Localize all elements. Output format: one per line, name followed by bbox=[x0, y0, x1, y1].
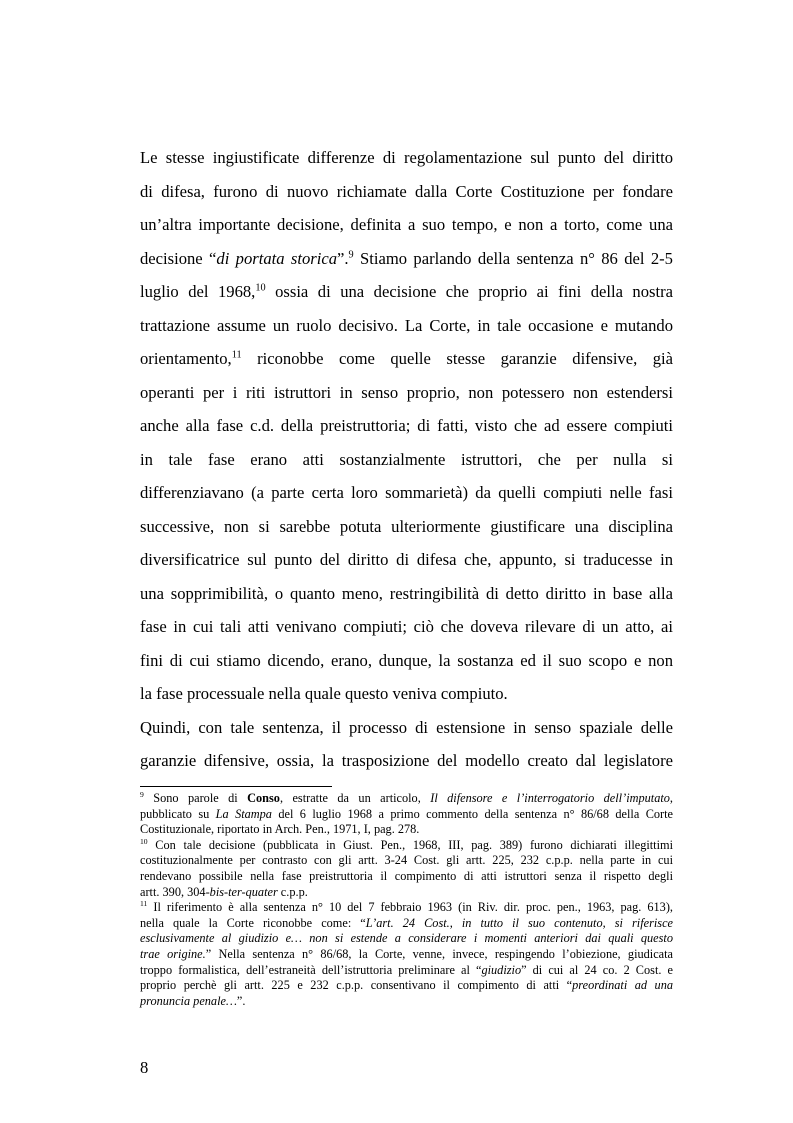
footnote-11-line bbox=[140, 931, 673, 947]
footnote-11-line bbox=[140, 994, 673, 1010]
footnote-text: Il riferimento è alla sentenza n° 10 del 7 febbraio 1963 (in Riv. dir. proc. pen., 1963, pag. 613), bbox=[147, 900, 673, 915]
footnote-text: ” Nella sentenza n° 86/68, la Corte, venne, invece, respingendo l’obiezione, giudicata bbox=[205, 946, 674, 961]
footnote-11-line bbox=[140, 916, 673, 932]
body-line bbox=[140, 275, 673, 309]
body-text-run: decisione “ bbox=[140, 248, 217, 268]
body-line: successive, non si sarebbe potuta ulteriormente giustificare una disciplina bbox=[140, 516, 673, 536]
body-line: Quindi, con tale sentenza, il processo di estensione in senso spaziale delle bbox=[140, 717, 673, 737]
footnote-marker-11: 11 bbox=[140, 899, 148, 909]
footnote-separator bbox=[140, 786, 332, 787]
body-text-run: Stiamo parlando della sentenza n° 86 del 2-5 bbox=[353, 248, 673, 268]
footnote-text: troppo formalistica, dell’estraneità dell’istruttoria preliminare al “ bbox=[140, 962, 482, 977]
footnote-9-line: Costituzionale, riportato in Arch. Pen., 1971, I, pag. 278. bbox=[140, 822, 420, 837]
body-line: in tale fase erano atti sostanzialmente istruttori, che per nulla si bbox=[140, 449, 673, 469]
footnotes bbox=[140, 791, 673, 1009]
body-text-run: riconobbe come quelle stesse garanzie difensive, già bbox=[257, 349, 674, 368]
footnote-text: nella quale la Corte riconobbe come: “ bbox=[140, 915, 366, 930]
footnote-9-line bbox=[140, 791, 673, 807]
page-number: 8 bbox=[140, 1058, 149, 1077]
footnote-italic-text: preordinati ad una bbox=[572, 978, 674, 993]
footnote-ref-11: 11 bbox=[231, 349, 242, 361]
footnote-text: del 6 luglio 1968 a primo commento della sentenza n° 86/68 della Corte bbox=[271, 806, 674, 821]
body-line: fase in cui tali atti venivano compiuti; ciò che doveva rilevare di un atto, ai bbox=[140, 617, 673, 636]
body-text-run: orientamento, bbox=[140, 349, 232, 368]
body-line bbox=[140, 342, 673, 376]
body-line bbox=[140, 242, 673, 276]
body-italic-run: di portata storica bbox=[216, 248, 338, 268]
footnote-text: c.p.p. bbox=[277, 884, 308, 899]
body-line: Le stesse ingiustificate differenze di regolamentazione sul punto del diritto bbox=[140, 148, 673, 167]
body-text-run: ”. bbox=[337, 248, 349, 268]
footnote-italic-text: giudizio bbox=[481, 962, 522, 977]
footnote-11-line bbox=[140, 963, 673, 979]
footnote-text: ”. bbox=[236, 993, 246, 1008]
footnote-10-line: costituzionalmente per contrasto con gli artt. 3-24 Cost. gli artt. 225, 232 c.p.p. nella parte in cui bbox=[140, 853, 673, 868]
footnote-10-line bbox=[140, 838, 673, 854]
footnote-11-line bbox=[140, 978, 673, 994]
body-line: la fase processuale nella quale questo veniva compiuto. bbox=[140, 684, 508, 703]
footnote-italic-text: bis-ter-quater bbox=[209, 884, 278, 899]
footnote-10-line: rendevano possibile nella fase preistruttoria il compimento di atti istruttori senza il rispetto degli bbox=[140, 868, 673, 883]
body-line: di difesa, furono di nuovo richiamate dalla Corte Costituzione per fondare bbox=[140, 181, 673, 201]
footnote-text: , bbox=[669, 791, 673, 805]
footnote-text: pubblicato su bbox=[140, 806, 216, 821]
footnote-italic-text: trae origine. bbox=[140, 946, 206, 961]
footnote-11-line bbox=[140, 900, 673, 916]
footnote-9-line bbox=[140, 807, 673, 823]
footnote-italic-text: esclusivamente al giudizio e… non si estende a considerare i momenti anteriori dai quali questo bbox=[140, 931, 673, 946]
footnote-text: Con tale decisione (pubblicata in Giust. Pen., 1968, III, pag. 389) furono dichiarati illegittimi bbox=[147, 837, 673, 852]
body-line: operanti per i riti istruttori in senso proprio, non potessero non estendersi bbox=[140, 382, 673, 402]
footnote-marker-10: 10 bbox=[140, 836, 148, 846]
footnote-marker-9: 9 bbox=[140, 789, 144, 799]
footnote-text: artt. 390, 304- bbox=[140, 884, 210, 899]
footnote-italic-text: La Stampa bbox=[215, 806, 272, 821]
body-line: una sopprimibilità, o quanto meno, restringibilità di detto diritto in base alla bbox=[140, 583, 673, 603]
footnote-bold-text: Conso bbox=[247, 791, 280, 805]
body-line: garanzie difensive, ossia, la trasposizione del modello creato dal legislatore bbox=[140, 751, 673, 770]
footnote-italic-text: Il difensore e l’interrogatorio dell’imputato bbox=[430, 791, 670, 805]
footnote-text: ” di cui al 24 co. 2 Cost. e bbox=[521, 962, 673, 977]
body-line: trattazione assume un ruolo decisivo. La Corte, in tale occasione e mutando bbox=[140, 315, 673, 335]
body-line: diversificatrice sul punto del diritto di difesa che, appunto, si traducesse in bbox=[140, 550, 673, 569]
body-text-run: ossia di una decisione che proprio ai fini della nostra bbox=[275, 282, 673, 301]
footnote-italic-text: L’art. 24 Cost., in tutto il suo contenuto, si riferisce bbox=[365, 915, 673, 930]
footnote-text: proprio perchè gli artt. 225 e 232 c.p.p. consentivano il compimento di atti “ bbox=[140, 978, 573, 993]
body-line: fini di cui stiamo dicendo, erano, dunque, la sostanza ed il suo scopo e non bbox=[140, 650, 673, 670]
body-line: anche alla fase c.d. della preistruttoria; di fatti, visto che ad essere compiuti bbox=[140, 416, 673, 435]
footnote-text: , estratte da un articolo, bbox=[279, 791, 431, 805]
body-line: differenziavano (a parte certa loro sommarietà) da quelli compiuti nelle fasi bbox=[140, 483, 673, 502]
footnote-11-line bbox=[140, 947, 673, 963]
footnote-text: Sono parole di bbox=[143, 791, 248, 805]
footnote-ref-10: 10 bbox=[255, 282, 266, 294]
body-line: un’altra importante decisione, definita a suo tempo, e non a torto, come una bbox=[140, 215, 673, 234]
body-text bbox=[140, 141, 673, 778]
body-text-run: luglio del 1968, bbox=[140, 282, 256, 301]
footnote-ref-9: 9 bbox=[348, 248, 354, 260]
footnote-10-line bbox=[140, 885, 673, 901]
footnote-italic-text: pronuncia penale… bbox=[140, 993, 237, 1008]
